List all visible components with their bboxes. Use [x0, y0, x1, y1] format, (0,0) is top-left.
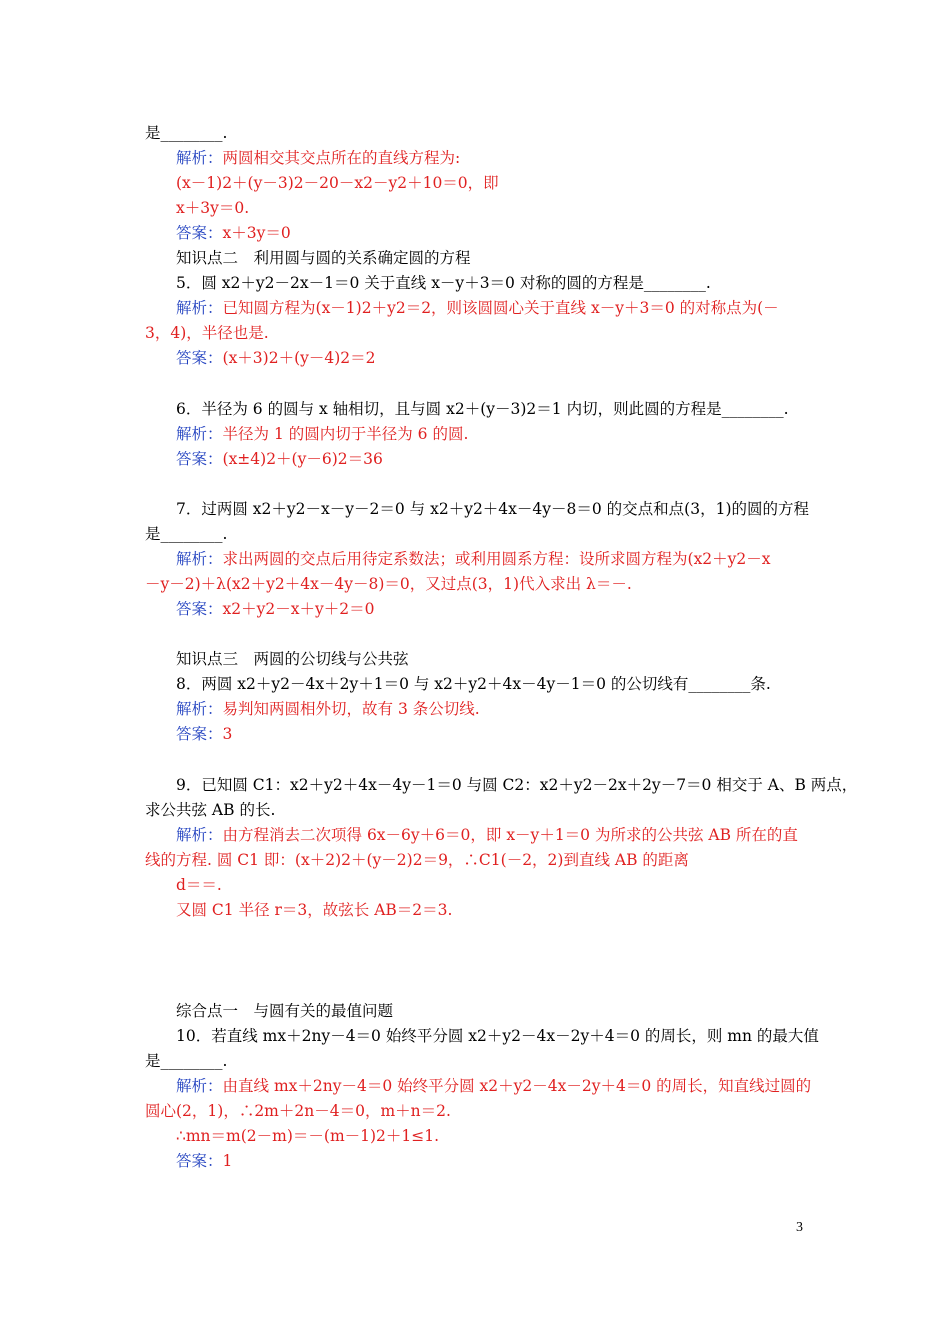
question-text: 是________. [145, 1052, 228, 1070]
text-line [145, 122, 227, 144]
solution-text: (x－1)2＋(y－3)2－20－x2－y2＋10＝0，即 [176, 174, 499, 192]
question-text: 5．圆 x2＋y2－2x－1＝0 关于直线 x－y＋3＝0 对称的圆的方程是________. [176, 274, 711, 292]
label-text: 答案： [176, 224, 223, 242]
solution-text: 线的方程. 圆 C1 即：(x＋2)2＋(y－2)2＝9，∴C1(－2，2)到直线 AB 的距离 [145, 851, 689, 869]
text-line [176, 1075, 811, 1097]
solution-text: d＝＝. [176, 876, 222, 894]
text-line [145, 523, 227, 545]
solution-text: x2＋y2－x＋y＋2＝0 [222, 600, 375, 618]
solution-text: 3 [222, 725, 233, 743]
question-text: 知识点二 利用圆与圆的关系确定圆的方程 [176, 249, 471, 267]
label-text: 答案： [176, 450, 223, 468]
text-line [176, 398, 789, 420]
label-text: 解析： [176, 425, 223, 443]
question-text: 综合点一 与圆有关的最值问题 [176, 1002, 394, 1020]
label-text: 答案： [176, 349, 223, 367]
text-line [176, 247, 471, 269]
text-line [176, 598, 374, 620]
question-text: 9．已知圆 C1：x2＋y2＋4x－4y－1＝0 与圆 C2：x2＋y2－2x＋2y－7＝0 相交于 A、B 两点， [176, 776, 858, 794]
solution-text: 已知圆方程为(x－1)2＋y2＝2，则该圆圆心关于直线 x－y＋3＝0 的对称点为(－ [222, 299, 779, 317]
text-line [176, 172, 499, 194]
text-line [176, 272, 711, 294]
text-line [176, 147, 460, 169]
text-line [176, 1025, 819, 1047]
question-text: 是________. [145, 525, 228, 543]
question-text: 8．两圆 x2＋y2－4x＋2y＋1＝0 与 x2＋y2＋4x－4y－1＝0 的公切线有________条. [176, 675, 771, 693]
text-line [176, 899, 452, 921]
text-line [176, 197, 249, 219]
solution-text: x＋3y＝0 [222, 224, 291, 242]
text-line [176, 774, 857, 796]
text-line [176, 824, 798, 846]
solution-text: 两圆相交其交点所在的直线方程为: [222, 149, 461, 167]
label-text: 解析： [176, 1077, 223, 1095]
question-text: 知识点三 两圆的公切线与公共弦 [176, 650, 409, 668]
text-line [176, 1150, 232, 1172]
solution-text: 又圆 C1 半径 r＝3，故弦长 AB＝2＝3. [176, 901, 453, 919]
page-number: 3 [796, 1220, 803, 1235]
solution-text: 3，4)，半径也是. [145, 324, 269, 342]
text-line [176, 222, 291, 244]
question-text: 7．过两圆 x2＋y2－x－y－2＝0 与 x2＋y2＋4x－4y－8＝0 的交点和点(3，1)的圆的方程 [176, 500, 809, 518]
question-text: 是________. [145, 124, 228, 142]
text-line [176, 1000, 393, 1022]
solution-text: －y－2)＋λ(x2＋y2＋4x－4y－8)＝0，又过点(3，1)代入求出 λ＝－. [145, 575, 632, 593]
text-line [176, 548, 771, 570]
text-line [176, 1125, 439, 1147]
label-text: 解析： [176, 550, 223, 568]
label-text: 解析： [176, 149, 223, 167]
solution-text: 1 [222, 1152, 233, 1170]
solution-text: 易判知两圆相外切，故有 3 条公切线. [222, 700, 480, 718]
text-line [176, 297, 779, 319]
solution-text: 圆心(2，1)，∴2m＋2n－4＝0，m＋n＝2. [145, 1102, 451, 1120]
label-text: 解析： [176, 299, 223, 317]
question-text: 6．半径为 6 的圆与 x 轴相切，且与圆 x2＋(y－3)2＝1 内切，则此圆的方程是________. [176, 400, 789, 418]
text-line [145, 799, 275, 821]
text-line [176, 648, 409, 670]
question-text: 10．若直线 mx＋2ny－4＝0 始终平分圆 x2＋y2－4x－2y＋4＝0 的周长，则 mn 的最大值 [176, 1027, 819, 1045]
text-line [176, 874, 222, 896]
question-text: 求公共弦 AB 的长. [145, 801, 276, 819]
text-line [145, 1100, 451, 1122]
solution-text: (x＋3)2＋(y－4)2＝2 [222, 349, 376, 367]
text-line [145, 1050, 227, 1072]
text-line [176, 723, 232, 745]
solution-text: 由直线 mx＋2ny－4＝0 始终平分圆 x2＋y2－4x－2y＋4＝0 的周长，知直线过圆的 [222, 1077, 812, 1095]
text-line [145, 849, 689, 871]
label-text: 答案： [176, 1152, 223, 1170]
text-line [145, 322, 269, 344]
solution-text: 求出两圆的交点后用待定系数法；或利用圆系方程：设所求圆方程为(x2＋y2－x [222, 550, 771, 568]
text-line [176, 423, 468, 445]
label-text: 解析： [176, 700, 223, 718]
solution-text: (x±4)2＋(y－6)2＝36 [222, 450, 383, 468]
text-line [176, 347, 376, 369]
text-line [176, 698, 480, 720]
solution-text: ∴mn＝m(2－m)＝－(m－1)2＋1≤1. [176, 1127, 440, 1145]
text-line [176, 498, 809, 520]
text-line [176, 673, 771, 695]
text-line [176, 448, 383, 470]
label-text: 答案： [176, 725, 223, 743]
solution-text: 半径为 1 的圆内切于半径为 6 的圆. [222, 425, 469, 443]
solution-text: x＋3y＝0. [176, 199, 250, 217]
text-line [145, 573, 632, 595]
solution-text: 由方程消去二次项得 6x－6y＋6＝0，即 x－y＋1＝0 为所求的公共弦 AB 所在的直 [222, 826, 798, 844]
label-text: 答案： [176, 600, 223, 618]
label-text: 解析： [176, 826, 223, 844]
